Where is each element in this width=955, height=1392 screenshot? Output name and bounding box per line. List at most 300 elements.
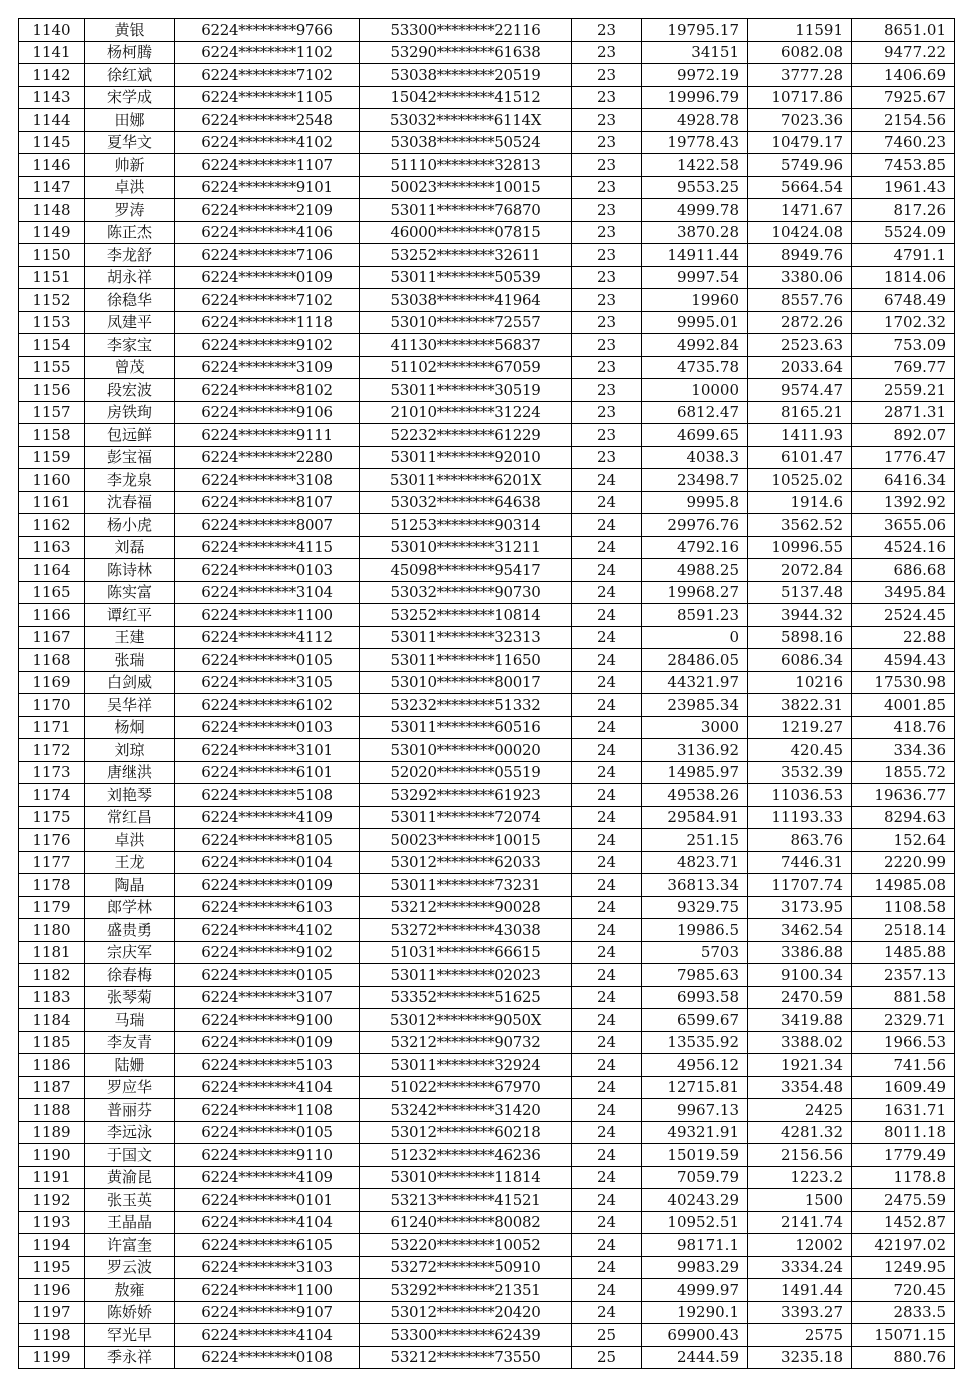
- group-number-cell: 24: [572, 964, 642, 987]
- id-number-cell: 53252********10814: [360, 604, 572, 627]
- row-index-cell: 1187: [19, 1076, 85, 1099]
- group-number-cell: 24: [572, 1121, 642, 1144]
- id-number-cell: 53010********31211: [360, 536, 572, 559]
- group-number-cell: 23: [572, 64, 642, 87]
- table-row: [19, 289, 955, 312]
- amount-3-cell: 14985.08: [852, 874, 955, 897]
- person-name-cell: 李龙泉: [85, 469, 175, 492]
- row-index-cell: 1186: [19, 1054, 85, 1077]
- amount-3-cell: 4791.1: [852, 244, 955, 267]
- bank-card-number-cell: 6224********4104: [175, 1076, 360, 1099]
- person-name-cell: 彭宝福: [85, 446, 175, 469]
- table-row: [19, 1279, 955, 1302]
- person-name-cell: 罗涛: [85, 199, 175, 222]
- person-name-cell: 夏华文: [85, 131, 175, 154]
- amount-2-cell: 2575: [748, 1324, 852, 1347]
- id-number-cell: 53010********72557: [360, 311, 572, 334]
- amount-1-cell: 2444.59: [642, 1346, 748, 1369]
- group-number-cell: 24: [572, 559, 642, 582]
- row-index-cell: 1162: [19, 514, 85, 537]
- amount-2-cell: 1223.2: [748, 1166, 852, 1189]
- table-row: [19, 919, 955, 942]
- amount-2-cell: 1219.27: [748, 716, 852, 739]
- amount-1-cell: 10952.51: [642, 1211, 748, 1234]
- table-row: [19, 1099, 955, 1122]
- amount-3-cell: 8651.01: [852, 19, 955, 42]
- id-number-cell: 15042********41512: [360, 86, 572, 109]
- row-index-cell: 1193: [19, 1211, 85, 1234]
- amount-1-cell: 3000: [642, 716, 748, 739]
- bank-card-number-cell: 6224********7102: [175, 64, 360, 87]
- table-row: [19, 761, 955, 784]
- amount-1-cell: 4992.84: [642, 334, 748, 357]
- record-table: [18, 18, 955, 1369]
- amount-2-cell: 10424.08: [748, 221, 852, 244]
- amount-3-cell: 720.45: [852, 1279, 955, 1302]
- amount-1-cell: 4999.97: [642, 1279, 748, 1302]
- amount-3-cell: 753.09: [852, 334, 955, 357]
- group-number-cell: 24: [572, 1076, 642, 1099]
- amount-3-cell: 2220.99: [852, 851, 955, 874]
- id-number-cell: 53290********61638: [360, 41, 572, 64]
- group-number-cell: 23: [572, 131, 642, 154]
- group-number-cell: 23: [572, 86, 642, 109]
- row-index-cell: 1191: [19, 1166, 85, 1189]
- bank-card-number-cell: 6224********9100: [175, 1009, 360, 1032]
- row-index-cell: 1159: [19, 446, 85, 469]
- person-name-cell: 敖雍: [85, 1279, 175, 1302]
- id-number-cell: 53011********73231: [360, 874, 572, 897]
- amount-2-cell: 6082.08: [748, 41, 852, 64]
- group-number-cell: 24: [572, 761, 642, 784]
- bank-card-number-cell: 6224********9102: [175, 941, 360, 964]
- table-row: [19, 1076, 955, 1099]
- table-row: [19, 1054, 955, 1077]
- table-row: [19, 356, 955, 379]
- id-number-cell: 53011********11650: [360, 649, 572, 672]
- amount-2-cell: 7023.36: [748, 109, 852, 132]
- group-number-cell: 23: [572, 19, 642, 42]
- group-number-cell: 25: [572, 1324, 642, 1347]
- amount-1-cell: 29584.91: [642, 806, 748, 829]
- bank-card-number-cell: 6224********8105: [175, 829, 360, 852]
- table-row: [19, 1211, 955, 1234]
- person-name-cell: 张玉英: [85, 1189, 175, 1212]
- amount-1-cell: 34151: [642, 41, 748, 64]
- bank-card-number-cell: 6224********6102: [175, 694, 360, 717]
- row-index-cell: 1196: [19, 1279, 85, 1302]
- person-name-cell: 陶晶: [85, 874, 175, 897]
- amount-1-cell: 6993.58: [642, 986, 748, 1009]
- amount-1-cell: 49321.91: [642, 1121, 748, 1144]
- row-index-cell: 1140: [19, 19, 85, 42]
- id-number-cell: 53012********60218: [360, 1121, 572, 1144]
- person-name-cell: 白剑威: [85, 671, 175, 694]
- group-number-cell: 24: [572, 1211, 642, 1234]
- bank-card-number-cell: 6224********1105: [175, 86, 360, 109]
- table-row: [19, 1346, 955, 1369]
- amount-2-cell: 3944.32: [748, 604, 852, 627]
- amount-1-cell: 9972.19: [642, 64, 748, 87]
- bank-card-number-cell: 6224********1102: [175, 41, 360, 64]
- amount-1-cell: 9983.29: [642, 1256, 748, 1279]
- person-name-cell: 吴华祥: [85, 694, 175, 717]
- table-row: [19, 604, 955, 627]
- amount-3-cell: 6748.49: [852, 289, 955, 312]
- person-name-cell: 王龙: [85, 851, 175, 874]
- amount-3-cell: 880.76: [852, 1346, 955, 1369]
- row-index-cell: 1192: [19, 1189, 85, 1212]
- amount-1-cell: 4928.78: [642, 109, 748, 132]
- bank-card-number-cell: 6224********2280: [175, 446, 360, 469]
- bank-card-number-cell: 6224********4109: [175, 806, 360, 829]
- amount-1-cell: 23985.34: [642, 694, 748, 717]
- amount-1-cell: 19778.43: [642, 131, 748, 154]
- bank-card-number-cell: 6224********0104: [175, 851, 360, 874]
- group-number-cell: 24: [572, 829, 642, 852]
- person-name-cell: 卓洪: [85, 829, 175, 852]
- row-index-cell: 1143: [19, 86, 85, 109]
- row-index-cell: 1145: [19, 131, 85, 154]
- group-number-cell: 24: [572, 1144, 642, 1167]
- row-index-cell: 1163: [19, 536, 85, 559]
- amount-2-cell: 10996.55: [748, 536, 852, 559]
- amount-1-cell: 4956.12: [642, 1054, 748, 1077]
- amount-1-cell: 6599.67: [642, 1009, 748, 1032]
- group-number-cell: 24: [572, 581, 642, 604]
- amount-3-cell: 769.77: [852, 356, 955, 379]
- amount-1-cell: 6812.47: [642, 401, 748, 424]
- person-name-cell: 陈正杰: [85, 221, 175, 244]
- amount-2-cell: 2033.64: [748, 356, 852, 379]
- amount-1-cell: 4038.3: [642, 446, 748, 469]
- row-index-cell: 1177: [19, 851, 85, 874]
- bank-card-number-cell: 6224********4104: [175, 1211, 360, 1234]
- person-name-cell: 刘琼: [85, 739, 175, 762]
- amount-2-cell: 5664.54: [748, 176, 852, 199]
- person-name-cell: 李龙舒: [85, 244, 175, 267]
- bank-card-number-cell: 6224********1118: [175, 311, 360, 334]
- amount-1-cell: 9995.8: [642, 491, 748, 514]
- row-index-cell: 1168: [19, 649, 85, 672]
- bank-card-number-cell: 6224********3107: [175, 986, 360, 1009]
- person-name-cell: 徐春梅: [85, 964, 175, 987]
- amount-2-cell: 2425: [748, 1099, 852, 1122]
- amount-2-cell: 1411.93: [748, 424, 852, 447]
- amount-2-cell: 11036.53: [748, 784, 852, 807]
- table-row: [19, 626, 955, 649]
- id-number-cell: 53011********76870: [360, 199, 572, 222]
- row-index-cell: 1175: [19, 806, 85, 829]
- row-index-cell: 1194: [19, 1234, 85, 1257]
- id-number-cell: 53011********50539: [360, 266, 572, 289]
- amount-2-cell: 10525.02: [748, 469, 852, 492]
- amount-2-cell: 3462.54: [748, 919, 852, 942]
- amount-1-cell: 98171.1: [642, 1234, 748, 1257]
- person-name-cell: 杨小虎: [85, 514, 175, 537]
- person-name-cell: 马瑞: [85, 1009, 175, 1032]
- amount-1-cell: 13535.92: [642, 1031, 748, 1054]
- bank-card-number-cell: 6224********1100: [175, 1279, 360, 1302]
- amount-2-cell: 11707.74: [748, 874, 852, 897]
- amount-3-cell: 892.07: [852, 424, 955, 447]
- amount-3-cell: 3495.84: [852, 581, 955, 604]
- group-number-cell: 24: [572, 739, 642, 762]
- amount-2-cell: 12002: [748, 1234, 852, 1257]
- group-number-cell: 24: [572, 469, 642, 492]
- amount-2-cell: 6086.34: [748, 649, 852, 672]
- row-index-cell: 1158: [19, 424, 85, 447]
- id-number-cell: 53032********6114X: [360, 109, 572, 132]
- amount-1-cell: 69900.43: [642, 1324, 748, 1347]
- amount-2-cell: 6101.47: [748, 446, 852, 469]
- person-name-cell: 唐继洪: [85, 761, 175, 784]
- amount-2-cell: 2156.56: [748, 1144, 852, 1167]
- bank-card-number-cell: 6224********4102: [175, 919, 360, 942]
- row-index-cell: 1146: [19, 154, 85, 177]
- group-number-cell: 24: [572, 694, 642, 717]
- amount-1-cell: 1422.58: [642, 154, 748, 177]
- person-name-cell: 徐红斌: [85, 64, 175, 87]
- amount-3-cell: 1702.32: [852, 311, 955, 334]
- amount-2-cell: 3380.06: [748, 266, 852, 289]
- amount-3-cell: 2559.21: [852, 379, 955, 402]
- group-number-cell: 23: [572, 199, 642, 222]
- group-number-cell: 24: [572, 671, 642, 694]
- amount-3-cell: 686.68: [852, 559, 955, 582]
- table-row: [19, 874, 955, 897]
- amount-2-cell: 5137.48: [748, 581, 852, 604]
- table-row: [19, 41, 955, 64]
- amount-2-cell: 1471.67: [748, 199, 852, 222]
- group-number-cell: 23: [572, 221, 642, 244]
- amount-2-cell: 8557.76: [748, 289, 852, 312]
- amount-3-cell: 1485.88: [852, 941, 955, 964]
- table-row: [19, 131, 955, 154]
- group-number-cell: 24: [572, 1189, 642, 1212]
- amount-3-cell: 1392.92: [852, 491, 955, 514]
- amount-2-cell: 3334.24: [748, 1256, 852, 1279]
- table-row: [19, 986, 955, 1009]
- amount-2-cell: 7446.31: [748, 851, 852, 874]
- amount-3-cell: 2475.59: [852, 1189, 955, 1212]
- amount-1-cell: 49538.26: [642, 784, 748, 807]
- group-number-cell: 24: [572, 851, 642, 874]
- group-number-cell: 23: [572, 41, 642, 64]
- amount-3-cell: 2524.45: [852, 604, 955, 627]
- id-number-cell: 53232********51332: [360, 694, 572, 717]
- amount-3-cell: 42197.02: [852, 1234, 955, 1257]
- table-row: [19, 424, 955, 447]
- amount-1-cell: 28486.05: [642, 649, 748, 672]
- person-name-cell: 于国文: [85, 1144, 175, 1167]
- amount-3-cell: 1452.87: [852, 1211, 955, 1234]
- amount-2-cell: 420.45: [748, 739, 852, 762]
- row-index-cell: 1167: [19, 626, 85, 649]
- amount-3-cell: 4594.43: [852, 649, 955, 672]
- amount-3-cell: 8294.63: [852, 806, 955, 829]
- amount-3-cell: 1609.49: [852, 1076, 955, 1099]
- amount-3-cell: 1406.69: [852, 64, 955, 87]
- bank-card-number-cell: 6224********1108: [175, 1099, 360, 1122]
- amount-1-cell: 7059.79: [642, 1166, 748, 1189]
- amount-3-cell: 15071.15: [852, 1324, 955, 1347]
- group-number-cell: 24: [572, 1054, 642, 1077]
- bank-card-number-cell: 6224********1100: [175, 604, 360, 627]
- amount-3-cell: 2154.56: [852, 109, 955, 132]
- table-row: [19, 199, 955, 222]
- amount-2-cell: 11193.33: [748, 806, 852, 829]
- table-row: [19, 311, 955, 334]
- id-number-cell: 53011********02023: [360, 964, 572, 987]
- bank-card-number-cell: 6224********4115: [175, 536, 360, 559]
- group-number-cell: 23: [572, 176, 642, 199]
- amount-2-cell: 3419.88: [748, 1009, 852, 1032]
- id-number-cell: 53012********9050X: [360, 1009, 572, 1032]
- amount-1-cell: 4999.78: [642, 199, 748, 222]
- bank-card-number-cell: 6224********0101: [175, 1189, 360, 1212]
- person-name-cell: 胡永祥: [85, 266, 175, 289]
- bank-card-number-cell: 6224********8007: [175, 514, 360, 537]
- row-index-cell: 1149: [19, 221, 85, 244]
- group-number-cell: 24: [572, 626, 642, 649]
- person-name-cell: 宋学成: [85, 86, 175, 109]
- id-number-cell: 53011********32924: [360, 1054, 572, 1077]
- table-row: [19, 784, 955, 807]
- amount-1-cell: 3136.92: [642, 739, 748, 762]
- bank-card-number-cell: 6224********3103: [175, 1256, 360, 1279]
- id-number-cell: 51232********46236: [360, 1144, 572, 1167]
- table-row: [19, 154, 955, 177]
- id-number-cell: 53038********41964: [360, 289, 572, 312]
- amount-3-cell: 5524.09: [852, 221, 955, 244]
- person-name-cell: 陆姗: [85, 1054, 175, 1077]
- amount-3-cell: 881.58: [852, 986, 955, 1009]
- amount-3-cell: 8011.18: [852, 1121, 955, 1144]
- person-name-cell: 杨柯腾: [85, 41, 175, 64]
- person-name-cell: 陈实富: [85, 581, 175, 604]
- table-row: [19, 581, 955, 604]
- amount-3-cell: 4524.16: [852, 536, 955, 559]
- person-name-cell: 罗应华: [85, 1076, 175, 1099]
- table-row: [19, 1144, 955, 1167]
- person-name-cell: 刘磊: [85, 536, 175, 559]
- row-index-cell: 1171: [19, 716, 85, 739]
- person-name-cell: 房铁珣: [85, 401, 175, 424]
- table-row: [19, 716, 955, 739]
- person-name-cell: 王晶晶: [85, 1211, 175, 1234]
- row-index-cell: 1181: [19, 941, 85, 964]
- bank-card-number-cell: 6224********1107: [175, 154, 360, 177]
- row-index-cell: 1170: [19, 694, 85, 717]
- amount-3-cell: 152.64: [852, 829, 955, 852]
- bank-card-number-cell: 6224********9111: [175, 424, 360, 447]
- amount-2-cell: 3532.39: [748, 761, 852, 784]
- amount-3-cell: 7925.67: [852, 86, 955, 109]
- amount-2-cell: 3393.27: [748, 1301, 852, 1324]
- group-number-cell: 24: [572, 649, 642, 672]
- group-number-cell: 24: [572, 874, 642, 897]
- group-number-cell: 23: [572, 244, 642, 267]
- amount-1-cell: 12715.81: [642, 1076, 748, 1099]
- id-number-cell: 53012********62033: [360, 851, 572, 874]
- id-number-cell: 53011********92010: [360, 446, 572, 469]
- amount-2-cell: 1914.6: [748, 491, 852, 514]
- bank-card-number-cell: 6224********0109: [175, 1031, 360, 1054]
- amount-2-cell: 5898.16: [748, 626, 852, 649]
- bank-card-number-cell: 6224********5108: [175, 784, 360, 807]
- row-index-cell: 1141: [19, 41, 85, 64]
- bank-card-number-cell: 6224********0105: [175, 1121, 360, 1144]
- person-name-cell: 凤建平: [85, 311, 175, 334]
- amount-3-cell: 17530.98: [852, 671, 955, 694]
- amount-1-cell: 40243.29: [642, 1189, 748, 1212]
- person-name-cell: 杨炯: [85, 716, 175, 739]
- group-number-cell: 24: [572, 491, 642, 514]
- table-row: [19, 739, 955, 762]
- row-index-cell: 1144: [19, 109, 85, 132]
- id-number-cell: 53032********90730: [360, 581, 572, 604]
- group-number-cell: 24: [572, 1166, 642, 1189]
- table-row: [19, 1234, 955, 1257]
- group-number-cell: 23: [572, 424, 642, 447]
- bank-card-number-cell: 6224********8107: [175, 491, 360, 514]
- table-row: [19, 446, 955, 469]
- table-row: [19, 86, 955, 109]
- row-index-cell: 1169: [19, 671, 85, 694]
- bank-card-number-cell: 6224********0108: [175, 1346, 360, 1369]
- amount-1-cell: 14911.44: [642, 244, 748, 267]
- row-index-cell: 1195: [19, 1256, 85, 1279]
- bank-card-number-cell: 6224********0105: [175, 964, 360, 987]
- person-name-cell: 段宏波: [85, 379, 175, 402]
- group-number-cell: 24: [572, 716, 642, 739]
- amount-3-cell: 1966.53: [852, 1031, 955, 1054]
- bank-card-number-cell: 6224********3101: [175, 739, 360, 762]
- row-index-cell: 1151: [19, 266, 85, 289]
- bank-card-number-cell: 6224********4109: [175, 1166, 360, 1189]
- amount-1-cell: 9995.01: [642, 311, 748, 334]
- amount-2-cell: 5749.96: [748, 154, 852, 177]
- amount-3-cell: 334.36: [852, 739, 955, 762]
- row-index-cell: 1180: [19, 919, 85, 942]
- bank-card-number-cell: 6224********3104: [175, 581, 360, 604]
- table-row: [19, 941, 955, 964]
- table-row: [19, 1324, 955, 1347]
- person-name-cell: 张琴菊: [85, 986, 175, 1009]
- person-name-cell: 罗云波: [85, 1256, 175, 1279]
- amount-3-cell: 817.26: [852, 199, 955, 222]
- row-index-cell: 1147: [19, 176, 85, 199]
- amount-2-cell: 8165.21: [748, 401, 852, 424]
- group-number-cell: 25: [572, 1346, 642, 1369]
- id-number-cell: 53213********41521: [360, 1189, 572, 1212]
- table-body: [19, 19, 955, 1369]
- amount-1-cell: 7985.63: [642, 964, 748, 987]
- table-row: [19, 896, 955, 919]
- amount-1-cell: 19795.17: [642, 19, 748, 42]
- group-number-cell: 24: [572, 806, 642, 829]
- id-number-cell: 53272********50910: [360, 1256, 572, 1279]
- bank-card-number-cell: 6224********9110: [175, 1144, 360, 1167]
- group-number-cell: 24: [572, 1279, 642, 1302]
- person-name-cell: 宗庆军: [85, 941, 175, 964]
- amount-3-cell: 7453.85: [852, 154, 955, 177]
- person-name-cell: 李远泳: [85, 1121, 175, 1144]
- row-index-cell: 1188: [19, 1099, 85, 1122]
- amount-1-cell: 0: [642, 626, 748, 649]
- group-number-cell: 24: [572, 1099, 642, 1122]
